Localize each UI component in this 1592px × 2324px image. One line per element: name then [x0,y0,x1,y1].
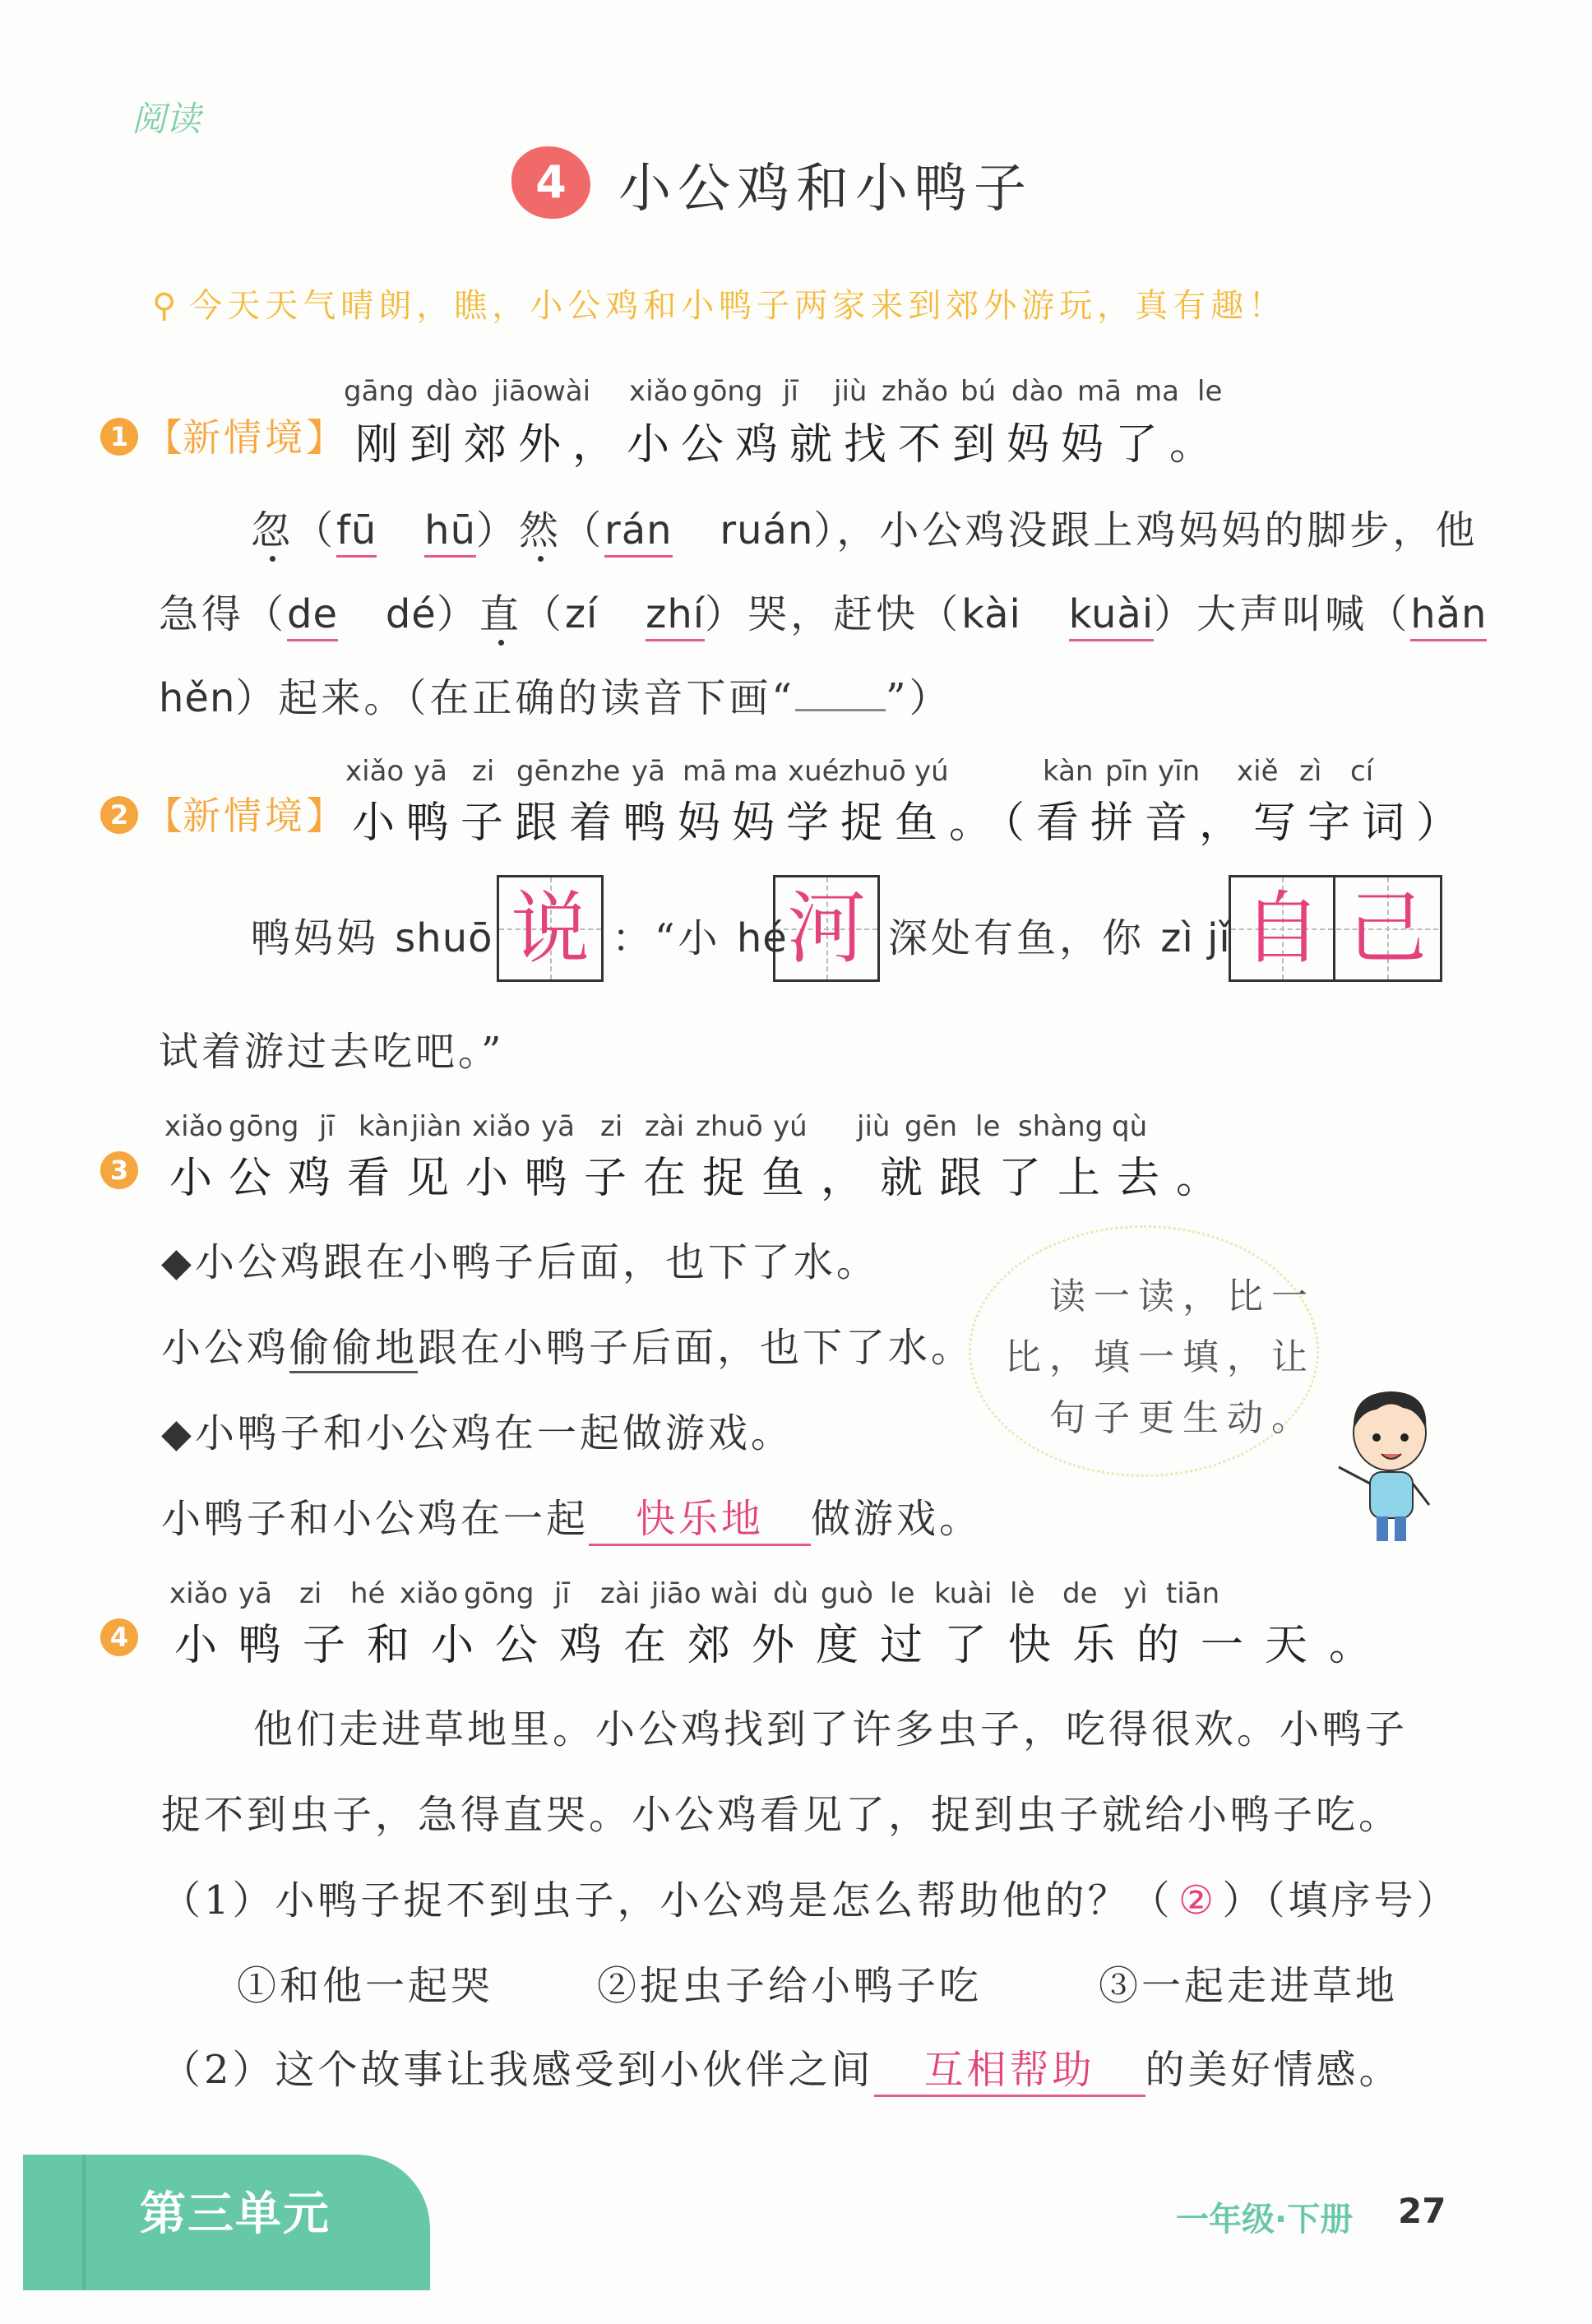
pinyin: mā [1077,375,1122,408]
pinyin: yā [414,755,447,788]
question-4-sub-2 [161,2038,1402,2097]
line-text: 做游戏。 [811,1496,983,1542]
unit-label: 第三单元 [140,2187,331,2241]
pinyin: zhǎo [882,375,949,408]
pinyin: zi [299,1577,322,1610]
question-3-number: 3 [100,1151,138,1189]
boy-illustration [1332,1382,1447,1546]
pinyin: mā [683,755,727,788]
pinyin: shàng [1018,1110,1104,1143]
pinyin: zài [645,1110,685,1143]
char-ran: 然 [519,507,562,553]
lesson-title: 小公鸡和小鸭子 [618,159,1033,220]
highlight-word: 偷偷地 [289,1325,418,1373]
pinyin: cí [1350,755,1374,788]
pinyin: zài [600,1577,641,1610]
pinyin-option[interactable]: hǎn [1410,591,1487,641]
pinyin: yì [1123,1577,1148,1610]
unit-tab-divider [82,2155,86,2290]
line-text: 起来。（在正确的读音下画“ [278,675,795,721]
pinyin: yīn [1158,755,1201,788]
pinyin: jiāo [493,375,544,408]
pinyin: dào [426,375,479,408]
line-text: ）（填序号） [1222,1877,1460,1924]
question-1-tag: 【新情境】 [145,415,344,460]
pinyin-prompt: shuō [395,915,493,961]
pinyin: qù [1112,1110,1148,1143]
pinyin: zhuō [839,755,906,788]
question-1-sentence: 刚到郊外，小公鸡就找不到妈妈了。 [355,420,1224,470]
pinyin: gōng [464,1577,535,1610]
line-text: 大声叫喊 [1196,591,1368,637]
question-1-tag-text: 新情境 [183,415,306,460]
answer-char: 说 [511,882,590,975]
lesson-number-badge: 4 [511,146,590,219]
pinyin: xiǎo [472,1110,531,1143]
pinyin: kàn [1043,755,1094,788]
question-2-line-2: 试着游过去吃吧。” [159,1029,505,1075]
line-text: 鸭妈妈 [251,915,380,961]
pinyin: le [890,1577,915,1610]
pinyin-option[interactable]: kuài [1069,591,1155,641]
pinyin: zhuō [696,1110,763,1143]
line-text: 的美好情感。 [1145,2047,1402,2093]
pinyin: xiě [1237,755,1279,788]
line-text: （2）这个故事让我感受到小伙伴之间 [161,2047,874,2093]
question-2-text-a [251,906,493,963]
page-number: 27 [1398,2191,1446,2231]
writing-grid-he[interactable] [773,875,880,982]
pinyin: le [975,1110,1001,1143]
question-4-pinyin [0,1577,1592,1613]
section-tag: 阅读 [132,99,201,139]
question-3-example-1: ◆小公鸡跟在小鸭子后面，也下了水。 [161,1239,879,1285]
intro-line [152,280,1286,326]
pinyin: bú [960,375,997,408]
pinyin: jiù [834,375,868,408]
pinyin: jiāo [651,1577,701,1610]
pinyin-prompt: zì jǐ [1160,915,1231,961]
pinyin-option[interactable]: zí [564,591,599,637]
pinyin: kàn [359,1110,410,1143]
question-1-number: 1 [100,418,138,456]
line-text: ：“小 [612,915,721,961]
pinyin: gēn [516,755,570,788]
question-4-number: 4 [100,1618,138,1656]
pinyin: yā [541,1110,575,1143]
pinyin-option[interactable]: dé [385,591,437,637]
char-jide: 急得 [159,591,245,637]
pinyin: xiǎo [345,755,405,788]
answer-char: 己 [1348,882,1427,975]
question-3-sentence: 小公鸡看见小鸭子在捉鱼，就跟了上去。 [169,1154,1236,1203]
pinyin: jiù [857,1110,891,1143]
pinyin: ma [734,755,778,788]
grid-divider [1333,877,1335,979]
pinyin: yú [914,755,949,788]
pinyin-option[interactable]: hěn [159,675,236,721]
line-text: ，小公鸡没跟上鸡妈妈的脚步，他 [836,507,1479,553]
pinyin: gōng [692,375,763,408]
line-text: 跟在小鸭子后面，也下了水。 [418,1325,974,1371]
pinyin: ma [1135,375,1179,408]
pinyin-option[interactable]: fū [336,507,377,558]
pinyin: guò [821,1577,873,1610]
line-text: 深处有鱼，你 [888,915,1145,961]
pinyin: zhe [571,755,621,788]
question-4-option-3: ③一起走进草地 [1099,1963,1399,2009]
answer-char: 河 [787,882,866,975]
line-text: （1）小鸭子捉不到虫子，小公鸡是怎么帮助他的？（ [161,1877,1173,1924]
pinyin: gēn [905,1110,958,1143]
question-2-number: 2 [100,796,138,834]
pinyin: wài [710,1577,759,1610]
question-4-passage-2: 捉不到虫子，急得直哭。小公鸡看见了，捉到虫子就给小鸭子吃。 [161,1792,1402,1838]
pinyin-option[interactable]: zhí [646,591,705,641]
pinyin: jiàn [411,1110,462,1143]
underline-sample [795,676,886,711]
pinyin: dù [773,1577,809,1610]
question-3-pinyin [0,1110,1592,1146]
answer-fill[interactable]: 快乐地 [589,1487,811,1546]
question-3-example-1-improved [161,1316,974,1373]
writing-grid-shuo[interactable] [497,875,604,982]
pinyin: zi [472,755,495,788]
pinyin-prompt: hé [736,915,788,961]
writing-grid-ziji[interactable] [1229,875,1442,982]
question-3-fill-line [161,1487,982,1546]
pinyin-option[interactable]: de [287,591,338,641]
question-1-line-1: 忽（fū hū）然（rán ruán），小公鸡没跟上鸡妈妈的脚步，他 [251,498,1478,555]
pinyin: zi [600,1110,623,1143]
question-4-option-1: ①和他一起哭 [237,1963,494,2009]
pinyin: jī [319,1110,335,1143]
location-pin-icon: ⚲ [152,287,182,325]
question-1-line-2: 急得（de dé）直（zí zhí）哭，赶快（kài kuài）大声叫喊（hǎn [159,582,1487,639]
answer-char: 自 [1243,882,1321,975]
line-text: 哭，赶快 [747,591,919,637]
pinyin: jī [554,1577,570,1610]
question-2-tag-text: 新情境 [183,794,306,838]
pinyin: xiǎo [169,1577,229,1610]
answer-fill[interactable]: 互相帮助 [874,2038,1145,2097]
pinyin: xiǎo [164,1110,224,1143]
question-2-text-b [612,906,788,963]
pinyin-option[interactable]: kài [961,591,1021,637]
question-2-sentence: 小鸭子跟着鸭妈妈学捉鱼。（看拼音，写字词） [352,799,1471,848]
pinyin: jī [783,375,798,408]
pinyin: le [1197,375,1223,408]
pinyin: yā [632,755,665,788]
pinyin: xué [788,755,840,788]
question-1-pinyin [0,375,1592,411]
line-text: ”） [885,675,952,721]
pinyin: pīn [1105,755,1149,788]
question-1-line-3: hěn）起来。（在正确的读音下画“ ”） [159,675,952,721]
pinyin: dào [1011,375,1064,408]
pinyin: lè [1010,1577,1035,1610]
answer-fill[interactable]: ② [1178,1877,1218,1924]
question-3-example-2: ◆小鸭子和小公鸡在一起做游戏。 [161,1410,794,1456]
char-zhi: 直 [479,591,522,637]
pinyin: xiǎo [629,375,688,408]
pinyin-option[interactable]: rán [604,507,673,558]
question-2-text-c [888,906,1231,963]
pinyin: gōng [229,1110,299,1143]
pinyin: tiān [1166,1577,1220,1610]
pinyin: zì [1299,755,1322,788]
question-2-tag: 【新情境】 [145,794,344,838]
question-2-pinyin [0,755,1592,791]
pinyin-option[interactable]: hū [424,507,476,558]
pinyin: kuài [934,1577,993,1610]
pinyin-option[interactable]: ruán [720,507,814,553]
pinyin: gāng [344,375,414,408]
pinyin: yú [773,1110,808,1143]
question-4-passage-1: 他们走进草地里。小公鸡找到了许多虫子，吃得很欢。小鸭子 [253,1706,1409,1752]
speech-bubble-text: 读一读，比一比，填一填，让句子更生动。 [1005,1275,1316,1439]
grade-label: 一年级·下册 [1176,2201,1354,2238]
pinyin: wài [543,375,591,408]
pinyin: de [1062,1577,1098,1610]
question-4-sub-1 [161,1868,1460,1925]
line-text: 小鸭子和小公鸡在一起 [161,1496,590,1542]
question-4-sentence: 小鸭子和小公鸡在郊外度过了快乐的一天。 [174,1621,1394,1670]
question-4-option-2: ②捉虫子给小鸭子吃 [597,1963,983,2009]
char-hu: 忽 [251,507,294,553]
intro-text: 今天天气晴朗，瞧，小公鸡和小鸭子两家来到郊外游玩，真有趣！ [189,287,1287,325]
line-text: 小公鸡 [161,1325,290,1371]
pinyin: yā [238,1577,272,1610]
pinyin: hé [350,1577,386,1610]
pinyin: xiǎo [400,1577,459,1610]
